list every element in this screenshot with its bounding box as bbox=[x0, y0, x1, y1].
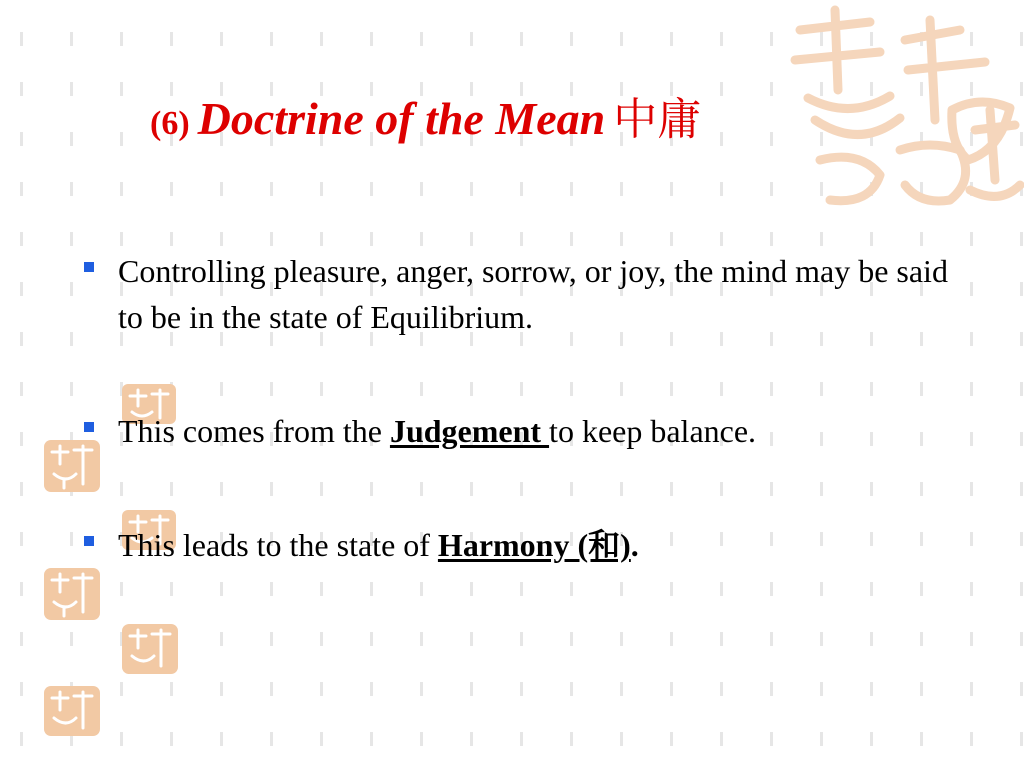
bullet-item-1 bbox=[84, 248, 964, 340]
keyword-harmony: Harmony (和) bbox=[437, 527, 631, 563]
keyword-judgement: Judgement bbox=[389, 413, 550, 449]
square-bullet-icon bbox=[84, 422, 94, 432]
bullet-text: Controlling pleasure, anger, sorrow, or joy, the mind may be said to be in the state of Equilibrium. bbox=[118, 253, 948, 335]
bullet-text-before: This comes from the bbox=[118, 413, 390, 449]
bullet-text-after: to keep balance. bbox=[549, 413, 757, 449]
slide-title bbox=[150, 93, 702, 145]
bullet-text-after: . bbox=[630, 527, 639, 563]
calligraphy-watermark-icon bbox=[795, 10, 1020, 201]
slide-title-number: (6) bbox=[150, 105, 190, 142]
slide-title-main: Doctrine of the Mean bbox=[197, 93, 606, 144]
bullet-text-before: This leads to the state of bbox=[118, 527, 438, 563]
slide-title-chinese: 中庸 bbox=[613, 94, 702, 145]
bullet-text bbox=[118, 522, 964, 568]
square-bullet-icon bbox=[84, 536, 94, 546]
bullet-item-3 bbox=[84, 522, 964, 568]
bullet-text bbox=[118, 408, 964, 454]
square-bullet-icon bbox=[84, 262, 94, 272]
bullet-item-2 bbox=[84, 408, 964, 454]
